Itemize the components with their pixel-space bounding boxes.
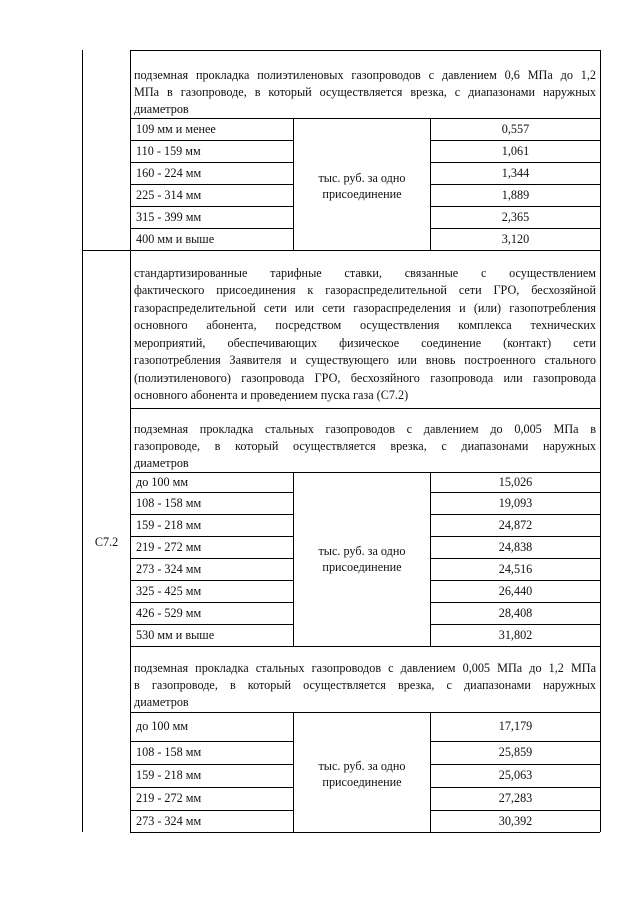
s3-row-line <box>430 764 600 765</box>
s3-row-line <box>430 741 600 742</box>
s2-header-line: диаметров <box>134 456 189 470</box>
s2-value-cell: 24,872 <box>498 518 533 532</box>
s1-value-cell: 3,120 <box>501 232 530 246</box>
s2-row-line <box>130 536 293 537</box>
s3-range-cell: до 100 мм <box>136 719 189 733</box>
s3-range-cell: 159 - 218 мм <box>136 768 202 782</box>
s2-range-cell: 108 - 158 мм <box>136 496 202 510</box>
s2-row-line <box>430 492 600 493</box>
s1-range-cell: 315 - 399 мм <box>136 210 202 224</box>
s2-range-cell: 530 мм и выше <box>136 628 215 642</box>
s3-header-line: диаметров <box>134 695 189 709</box>
s3-range-cell: 108 - 158 мм <box>136 745 202 759</box>
s1-row-line <box>130 228 293 229</box>
s1-range-cell: 160 - 224 мм <box>136 166 202 180</box>
s1-row-line <box>430 184 600 185</box>
s3-value-cell: 17,179 <box>498 719 533 733</box>
s2-row-line <box>130 580 293 581</box>
s2-value-cell: 19,093 <box>498 496 533 510</box>
s1-header-line: подземная прокладка полиэтиленовых газопроводов с давлением 0,6 МПа до 1,2 <box>134 68 596 82</box>
s1-row-line <box>130 162 293 163</box>
s1-range-cell: 400 мм и выше <box>136 232 215 246</box>
s1-range-cell: 225 - 314 мм <box>136 188 202 202</box>
s1-value-cell: 1,061 <box>501 144 530 158</box>
s1-value-cell: 0,557 <box>501 122 530 136</box>
s2-row-line <box>430 624 600 625</box>
s2-range-cell: 273 - 324 мм <box>136 562 202 576</box>
s1-header-line: диаметров <box>134 102 189 116</box>
table-border-right <box>600 50 601 832</box>
s2-range-cell: 325 - 425 мм <box>136 584 202 598</box>
s1-row-line <box>130 206 293 207</box>
s2-row-line <box>130 558 293 559</box>
description-line: (полиэтиленового) газопровода ГРО, бесхозяйного газопровода или газопровода <box>134 371 596 385</box>
code-separator-line <box>82 250 600 251</box>
table-border-left <box>82 50 83 832</box>
s1-row-line <box>130 184 293 185</box>
s3-row-line <box>130 741 293 742</box>
s2-header-bottom <box>130 472 600 473</box>
s2-range-cell: 219 - 272 мм <box>136 540 202 554</box>
s2-row-line <box>130 492 293 493</box>
s3-value-cell: 25,859 <box>498 745 533 759</box>
s1-row-line <box>130 140 293 141</box>
s2-row-line <box>130 624 293 625</box>
s3-row-line <box>130 764 293 765</box>
s2-value-cell: 28,408 <box>498 606 533 620</box>
s3-row-line <box>130 787 293 788</box>
s2-value-cell: 15,026 <box>498 475 533 489</box>
s2-value-cell: 24,516 <box>498 562 533 576</box>
description-line: мероприятий, обеспечивающих физическое соединение (контакт) сети <box>134 336 596 350</box>
s2-value-cell: 31,802 <box>498 628 533 642</box>
s3-range-cell: 273 - 324 мм <box>136 814 202 828</box>
s3-row-line <box>430 787 600 788</box>
s1-row-line <box>430 228 600 229</box>
s2-row-line <box>430 536 600 537</box>
s1-unit-cell: тыс. руб. за одно <box>318 171 406 185</box>
s3-value-cell: 25,063 <box>498 768 533 782</box>
s3-range-cell: 219 - 272 мм <box>136 791 202 805</box>
s2-header-line: газопроводе, в который осуществляется врезка, с диапазонами наружных <box>134 439 596 453</box>
s1-unit-cell: присоединение <box>322 187 402 201</box>
s1-value-cell: 1,344 <box>501 166 530 180</box>
s1-row-line <box>430 206 600 207</box>
s1-range-cell: 109 мм и менее <box>136 122 216 136</box>
s2-unit-cell: тыс. руб. за одно <box>318 544 406 558</box>
table-border-code <box>130 50 131 832</box>
row-code: С7.2 <box>94 535 119 549</box>
s2-unit-cell: присоединение <box>322 560 402 574</box>
s2-row-line <box>430 580 600 581</box>
s1-value-cell: 2,365 <box>501 210 530 224</box>
s1-range-cell: 110 - 159 мм <box>136 144 201 158</box>
s2-row-line <box>130 602 293 603</box>
s1-row-line <box>430 140 600 141</box>
description-bottom-line <box>130 408 600 409</box>
description-line: газопотребления Заявителя и существующего или вновь построенного стального <box>134 353 596 367</box>
s2-range-cell: 426 - 529 мм <box>136 606 202 620</box>
s2-row-line <box>130 514 293 515</box>
s2-value-cell: 24,838 <box>498 540 533 554</box>
s2-row-line <box>430 558 600 559</box>
s3-row-line <box>130 810 293 811</box>
s1-header-line: МПа в газопроводе, в который осуществляется врезка, с диапазонами наружных <box>134 85 596 99</box>
description-line: фактического присоединения к газораспределительной сети ГРО, бесхозяйной <box>134 283 596 297</box>
s3-header-line: подземная прокладка стальных газопроводов с давлением 0,005 МПа до 1,2 МПа <box>134 661 596 675</box>
s2-row-line <box>430 514 600 515</box>
s3-unit-cell: присоединение <box>322 775 402 789</box>
s2-header-line: подземная прокладка стальных газопроводов с давлением до 0,005 МПа в <box>134 422 596 436</box>
s2-bottom-line <box>130 646 600 647</box>
s3-unit-cell: тыс. руб. за одно <box>318 759 406 773</box>
s2-range-cell: до 100 мм <box>136 475 189 489</box>
s3-value-cell: 30,392 <box>498 814 533 828</box>
s1-top-line <box>130 50 600 51</box>
s1-value-cell: 1,889 <box>501 188 530 202</box>
table-bottom-line <box>130 832 600 833</box>
description-line: стандартизированные тарифные ставки, связанные с осуществлением <box>134 266 596 280</box>
s2-row-line <box>430 602 600 603</box>
s1-row-line <box>430 162 600 163</box>
description-line: основного абонента, посредством осуществления комплекса технических <box>134 318 596 332</box>
description-line: основного абонента и проведением пуска газа (С7.2) <box>134 388 409 402</box>
s2-range-cell: 159 - 218 мм <box>136 518 202 532</box>
description-line: газораспределительной сети или сети газораспределения и (или) газопотребления <box>134 301 596 315</box>
s1-header-bottom <box>130 118 600 119</box>
s3-value-cell: 27,283 <box>498 791 533 805</box>
s3-header-line: в газопроводе, в который осуществляется врезка, с диапазонами наружных <box>134 678 596 692</box>
s3-row-line <box>430 810 600 811</box>
s2-value-cell: 26,440 <box>498 584 533 598</box>
s3-header-bottom <box>130 712 600 713</box>
